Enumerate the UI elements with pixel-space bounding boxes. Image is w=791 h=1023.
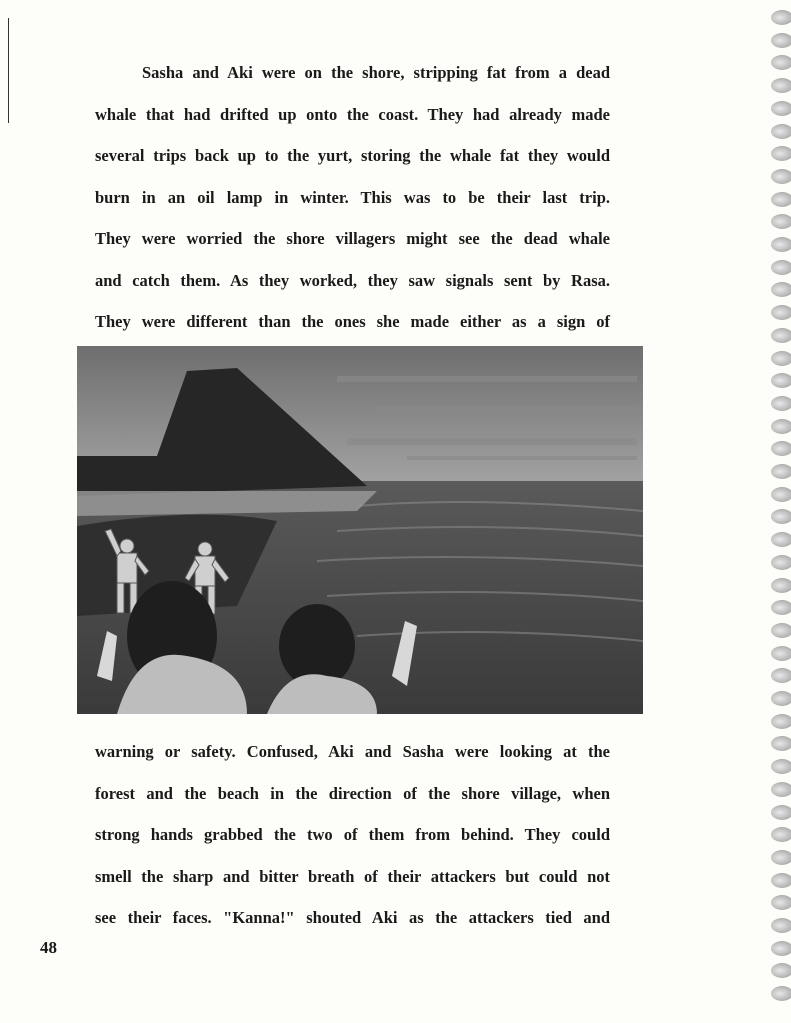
binding-hole (771, 555, 791, 570)
binding-hole (771, 373, 791, 388)
binding-hole (771, 396, 791, 411)
text-line: smell the sharp and bitter breath of their attackers but could not (95, 866, 610, 886)
binding-hole (771, 941, 791, 956)
binding-hole (771, 78, 791, 93)
binding-hole (771, 850, 791, 865)
binding-hole (771, 33, 791, 48)
binding-hole (771, 714, 791, 729)
text-line: They were worried the shore villagers might see the dead whale (95, 229, 610, 248)
text-line: strong hands grabbed the two of them from behind. They could (95, 825, 610, 844)
page-number: 48 (40, 938, 57, 957)
binding-hole (771, 146, 791, 161)
margin-rule (8, 18, 9, 123)
story-illustration (77, 346, 643, 714)
binding-hole (771, 169, 791, 184)
binding-hole (771, 464, 791, 479)
binding-hole (771, 237, 791, 252)
binding-hole (771, 192, 791, 207)
binding-hole (771, 986, 791, 1001)
binding-hole (771, 691, 791, 706)
binding-hole (771, 805, 791, 820)
binding-hole (771, 578, 791, 593)
binding-hole (771, 441, 791, 456)
binding-hole (771, 305, 791, 320)
binding-hole (771, 963, 791, 978)
text-line: They were different than the ones she made either as a sign of (95, 312, 610, 331)
binding-hole (771, 419, 791, 434)
text-line: warning or safety. Confused, Aki and Sasha were looking at the (95, 742, 610, 761)
story-paragraph-bottom (95, 731, 610, 939)
binding-hole (771, 509, 791, 524)
binding-hole (771, 124, 791, 139)
binding-hole (771, 736, 791, 751)
text-line: burn in an oil lamp in winter. This was to be their last trip. (95, 187, 610, 207)
binding-hole (771, 827, 791, 842)
binding-hole (771, 782, 791, 797)
binding-hole (771, 487, 791, 502)
binding-hole (771, 532, 791, 547)
illustration-artwork (77, 346, 643, 714)
text-line: forest and the beach in the direction of the shore village, when (95, 783, 610, 803)
binding-hole (771, 214, 791, 229)
binding-hole (771, 873, 791, 888)
text-line: whale that had drifted up onto the coast. They had already made (95, 104, 610, 124)
binding-hole (771, 623, 791, 638)
text-line: Sasha and Aki were on the shore, stripping fat from a dead (142, 63, 610, 82)
binding-hole (771, 10, 791, 25)
binding-hole (771, 328, 791, 343)
binding-hole (771, 282, 791, 297)
text-line: several trips back up to the yurt, storing the whale fat they would (95, 146, 610, 165)
text-line: and catch them. As they worked, they saw signals sent by Rasa. (95, 270, 610, 290)
binding-hole (771, 55, 791, 70)
binding-hole (771, 646, 791, 661)
binding-hole (771, 918, 791, 933)
binding-hole (771, 351, 791, 366)
binding-hole (771, 260, 791, 275)
binding-hole (771, 600, 791, 615)
binding-hole (771, 668, 791, 683)
text-line: see their faces. "Kanna!" shouted Aki as the attackers tied and (95, 908, 610, 927)
binding-hole (771, 895, 791, 910)
binding-hole (771, 759, 791, 774)
story-paragraph-top (95, 52, 610, 343)
spiral-binding (766, 10, 791, 1015)
binding-hole (771, 101, 791, 116)
